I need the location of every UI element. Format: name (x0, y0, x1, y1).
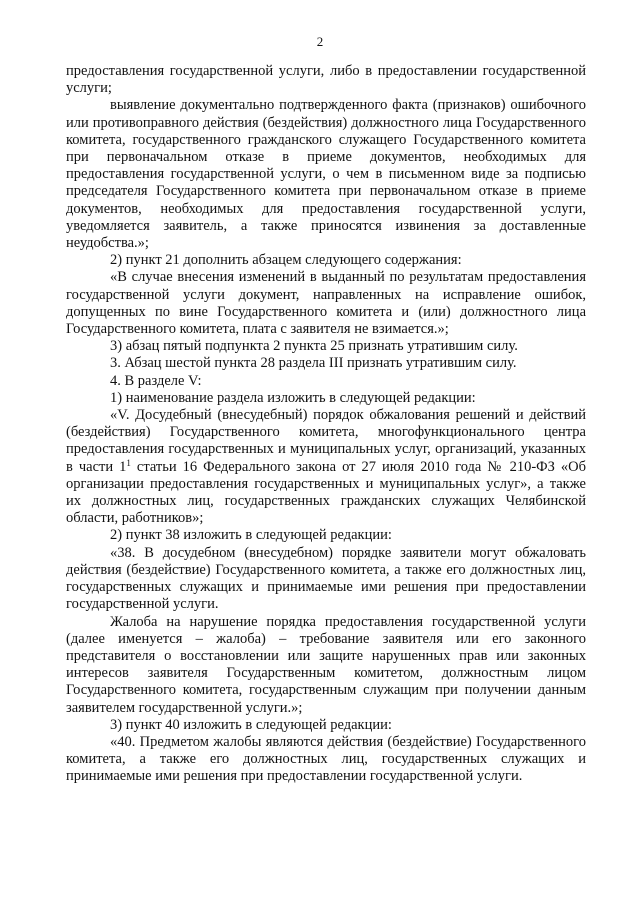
paragraph-item-21: 2) пункт 21 дополнить абзацем следующего содержания: (110, 252, 462, 269)
paragraph-violation-finding: выявление документально подтвержденного факта (признаков) ошибочного или противоправного действия (бездействия) должностного лица Государственного комитета, государственного гражданского служащего Государственного комитета при первоначальном отказе в приеме документов, необходимых для предоставления государственной услуги, о чем в письменном виде за подписью председателя Государственного комитета при первоначальном отказе в приеме документов, необходимых для предоставления государственной услуги, уведомляется заявитель, а также приносятся извинения за доставленные неудобства.»; (66, 97, 586, 252)
document-body (66, 63, 586, 786)
superscript-1: 1 (126, 457, 131, 468)
paragraph-item-21-text: «В случае внесения изменений в выданный по результатам предоставления государственной услуги документ, направленных на исправление ошибок, допущенных по вине Государственного комитета и (или) должностного лица Государственного комитета, плата с заявителя не взимается.»; (66, 269, 586, 338)
paragraph-item-38: 2) пункт 38 изложить в следующей редакции: (110, 527, 392, 544)
paragraph-section-v: 4. В разделе V: (110, 372, 202, 389)
paragraph-item-28: 3. Абзац шестой пункта 28 раздела III признать утратившим силу. (110, 355, 517, 372)
paragraph-section-title-change: 1) наименование раздела изложить в следующей редакции: (110, 389, 476, 406)
page-number: 2 (316, 34, 324, 49)
paragraph-item-25: 3) абзац пятый подпункта 2 пункта 25 признать утратившим силу. (110, 338, 518, 355)
paragraph-section-v-title (66, 407, 586, 527)
paragraph-item-38-text: «38. В досудебном (внесудебном) порядке заявители могут обжаловать действия (бездействие) Государственного комитета, а также его должностных лиц, государственных служащих и принимаемые ими решения при предоставлении государственной услуги. (66, 544, 586, 613)
paragraph-item-40: 3) пункт 40 изложить в следующей редакции: (110, 716, 392, 733)
paragraph-item-40-text: «40. Предметом жалобы являются действия (бездействие) Государственного комитета, а также его должностных лиц, государственных служащих и принимаемые ими решения при предоставлении государственной услуги. (66, 733, 586, 785)
paragraph-continuation: предоставления государственной услуги, либо в предоставлении государственной услуги; (66, 63, 586, 97)
section-v-title-text: «V. Досудебный (внесудебный) порядок обжалования решений и действий (бездействия) Государственного комитета, многофункционального центра предоставления государственных и муниципальных услуг, организаций, указанных в части 1 (66, 407, 586, 475)
paragraph-complaint-definition: Жалоба на нарушение порядка предоставления государственной услуги (далее именуется – жалоба) – требование заявителя или его законного представителя о восстановлении или защите нарушенных прав или законных интересов заявителя Государственным комитетом, должностным лицом Государственного комитета, государственным служащим при получении данным заявителем государственной услуги.»; (66, 613, 586, 716)
section-v-title-rest: статьи 16 Федерального закона от 27 июля 2010 года № 210-ФЗ «Об организации предоставления государственных и муниципальных услуг», а также их должностных лиц, государственных гражданских служащих Челябинской области, работников»; (66, 458, 586, 527)
